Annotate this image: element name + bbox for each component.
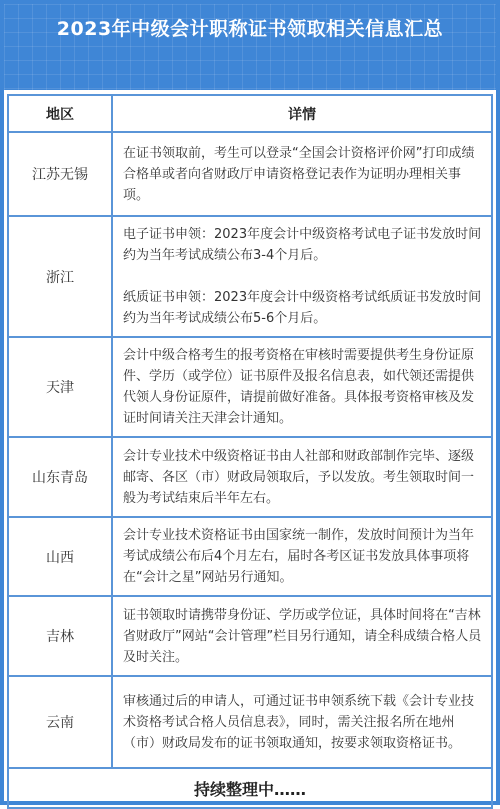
column-header-region: 地区 — [8, 95, 112, 132]
region-cell: 山东青岛 — [8, 437, 112, 517]
detail-cell — [112, 216, 492, 337]
detail-cell — [112, 596, 492, 676]
table-row — [8, 596, 492, 676]
detail-paragraph: 证书领取时请携带身份证、学历或学位证，具体时间将在“吉林省财政厅”网站“会计管理”栏目另行通知，请全科成绩合格人员及时关注。 — [123, 607, 482, 665]
region-cell: 江苏无锡 — [8, 132, 112, 216]
title-banner — [4, 4, 496, 90]
table-row — [8, 517, 492, 596]
detail-cell — [112, 437, 492, 517]
detail-paragraph: 审核通过后的申请人，可通过证书申领系统下载《会计专业技术资格考试合格人员信息表》，同时，需关注报名所在地州（市）财政局发布的证书领取通知，按要求领取资格证书。 — [123, 693, 475, 751]
footer-row — [8, 768, 492, 808]
detail-cell — [112, 676, 492, 768]
region-cell: 天津 — [8, 337, 112, 437]
detail-paragraph: 会计专业技术中级资格证书由人社部和财政部制作完毕、逐级邮寄、各区（市）财政局领取后，予以发放。考生领取时间一般为考试结束后半年左右。 — [123, 448, 475, 506]
table-header-row — [8, 95, 492, 132]
region-cell: 云南 — [8, 676, 112, 768]
table-row — [8, 216, 492, 337]
region-cell: 山西 — [8, 517, 112, 596]
table-row — [8, 337, 492, 437]
detail-cell — [112, 132, 492, 216]
detail-paragraph: 会计专业技术资格证书由国家统一制作，发放时间预计为当年考试成绩公布后4个月左右，届时各考区证书发放具体事项将在“会计之星”网站另行通知。 — [123, 528, 475, 585]
region-cell: 吉林 — [8, 596, 112, 676]
table-row — [8, 437, 492, 517]
detail-paragraph: 在证书领取前，考生可以登录“全国会计资格评价网”打印成绩合格单或者向省财政厅申请资格登记表作为证明办理相关事项。 — [123, 145, 475, 203]
page-title: 2023年中级会计职称证书领取相关信息汇总 — [56, 18, 444, 40]
region-cell: 浙江 — [8, 216, 112, 337]
column-header-detail: 详情 — [112, 95, 492, 132]
footer-note: 持续整理中…… — [8, 768, 492, 808]
table-row — [8, 132, 492, 216]
info-table — [7, 94, 493, 809]
table-row — [8, 676, 492, 768]
detail-paragraph: 电子证书申领：2023年度会计中级资格考试电子证书发放时间约为当年考试成绩公布3-4个月后。 — [123, 227, 482, 263]
detail-paragraph: 纸质证书申领：2023年度会计中级资格考试纸质证书发放时间约为当年考试成绩公布5-6个月后。 — [123, 290, 482, 326]
detail-cell — [112, 337, 492, 437]
detail-cell — [112, 517, 492, 596]
detail-paragraph: 会计中级合格考生的报考资格在审核时需要提供考生身份证原件、学历（或学位）证书原件及报名信息表，如代领还需提供代领人身份证原件，请提前做好准备。具体报考资格审核及发证时间请关注天津会计通知。 — [123, 348, 475, 426]
